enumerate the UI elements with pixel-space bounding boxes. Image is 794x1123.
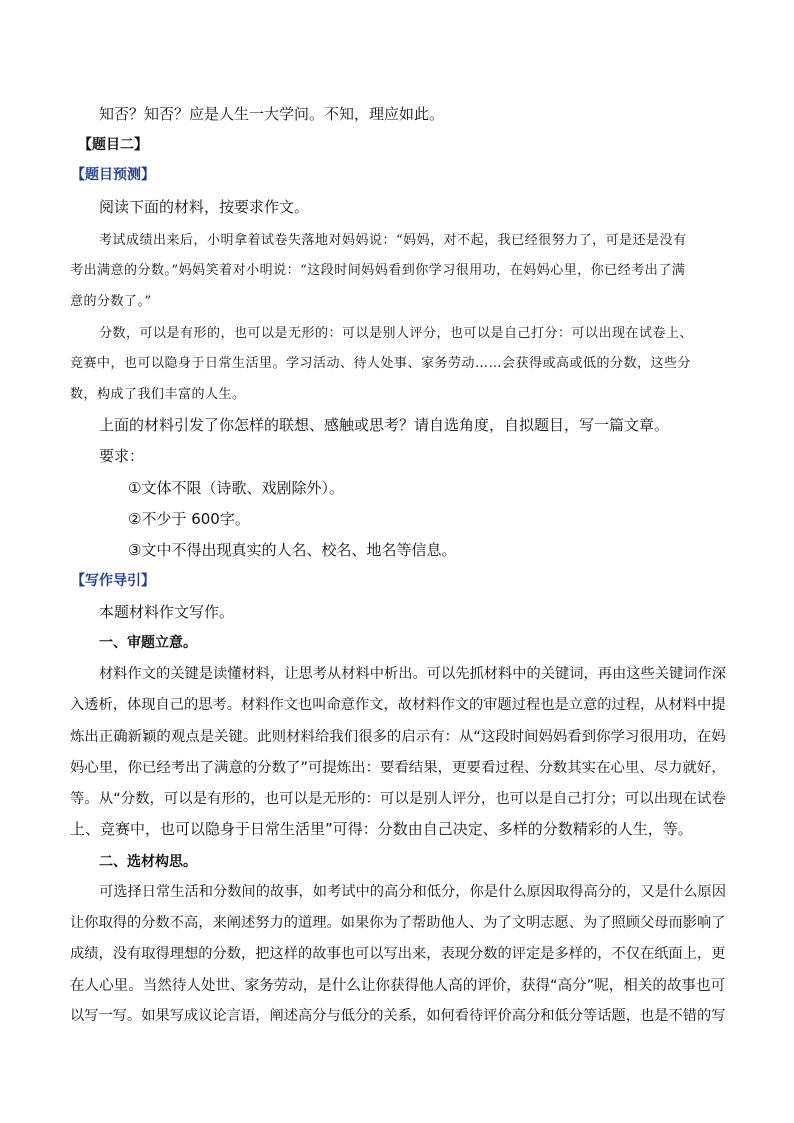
paragraph-line: 炼出正确新颖的观点是关键。此则材料给我们很多的启示有：从“这段时间妈妈看到你学习很用功，在妈 bbox=[70, 729, 726, 745]
requirement-item: ①文体不限（诗歌、戏剧除外）。 bbox=[128, 479, 344, 497]
paragraph-line: 入透析，体现自己的思考。材料作文也叫命意作文，故材料作文的审题过程也是立意的过程，从材料中提 bbox=[70, 697, 726, 713]
paragraph-line: 让你取得的分数不高，来阐述努力的道理。如果你为了帮助他人、为了文明志愿、为了照顾父母而影响了 bbox=[70, 915, 726, 931]
material-line: 竞赛中，也可以隐身于日常生活里。学习活动、待人处事、家务劳动……会获得或高或低的分数，这些分 bbox=[70, 356, 692, 371]
material-line: 分数，可以是有形的，也可以是无形的：可以是别人评分，也可以是自己打分：可以出现在试卷上、 bbox=[99, 326, 694, 341]
material-line: 意的分数了。” bbox=[70, 294, 152, 309]
guide-heading: 【写作导引】 bbox=[71, 573, 155, 589]
paragraph-line: 上、竞赛中，也可以隐身于日常生活里”可得：分数由自己决定、多样的分数精彩的人生，等。 bbox=[70, 820, 693, 838]
section1-title: 一、审题立意。 bbox=[99, 635, 197, 651]
paragraph-line: 在人心里。当然待人处世、家务劳动，是什么让你获得他人高的评价，获得“高分”呢，相关的故事也可 bbox=[70, 977, 726, 994]
paragraph-line: 成绩，没有取得理想的分数，把这样的故事也可以写出来，表现分数的评定是多样的，不仅在纸面上，更 bbox=[70, 946, 726, 962]
material-line: 考试成绩出来后，小明拿着试卷失落地对妈妈说：“妈妈，对不起，我已经很努力了，可是还是没有 bbox=[99, 233, 687, 248]
requirement-item: ②不少于 600字。 bbox=[128, 510, 250, 528]
conclusion-line: 知否？知否？应是人生一大学问。不知，理应如此。 bbox=[99, 105, 445, 123]
instruction-line: 阅读下面的材料，按要求作文。 bbox=[99, 198, 310, 216]
prediction-heading: 【题目预测】 bbox=[71, 167, 155, 183]
section2-title: 二、选材构思。 bbox=[99, 854, 197, 870]
material-line: 考出满意的分数。”妈妈笑着对小明说：“这段时间妈妈看到你学习很用功，在妈妈心里，你已经考出了满 bbox=[70, 263, 686, 278]
paragraph-line: 可选择日常生活和分数间的故事，如考试中的高分和低分，你是什么原因取得高分的，又是什么原因 bbox=[99, 884, 727, 900]
paragraph-line: 以写一写。如果写成议论言语，阐述高分与低分的关系，如何看待评价高分和低分等话题，也是不错的写 bbox=[70, 1008, 726, 1024]
requirements-label: 要求： bbox=[99, 447, 145, 465]
material-line: 数，构成了我们丰富的人生。 bbox=[70, 387, 246, 402]
requirement-item: ③文中不得出现真实的人名、校名、地名等信息。 bbox=[128, 541, 457, 559]
paragraph-line: 妈心里，你已经考出了满意的分数了”可提炼出：要看结果，更要看过程、分数其实在心里、尽力就好， bbox=[70, 760, 726, 776]
paragraph-line: 等。从“分数，可以是有形的，也可以是无形的：可以是别人评分，也可以是自己打分；可以出现在试卷 bbox=[70, 791, 726, 807]
paragraph-line: 材料作文的关键是读懂材料，让思考从材料中析出。可以先抓材料中的关键词，再由这些关键词作深 bbox=[99, 666, 727, 682]
guide-intro: 本题材料作文写作。 bbox=[99, 603, 235, 621]
prompt-line: 上面的材料引发了你怎样的联想、感触或思考？请自选角度，自拟题目，写一篇文章。 bbox=[99, 416, 670, 434]
topic2-heading: 【题目二】 bbox=[78, 137, 148, 153]
